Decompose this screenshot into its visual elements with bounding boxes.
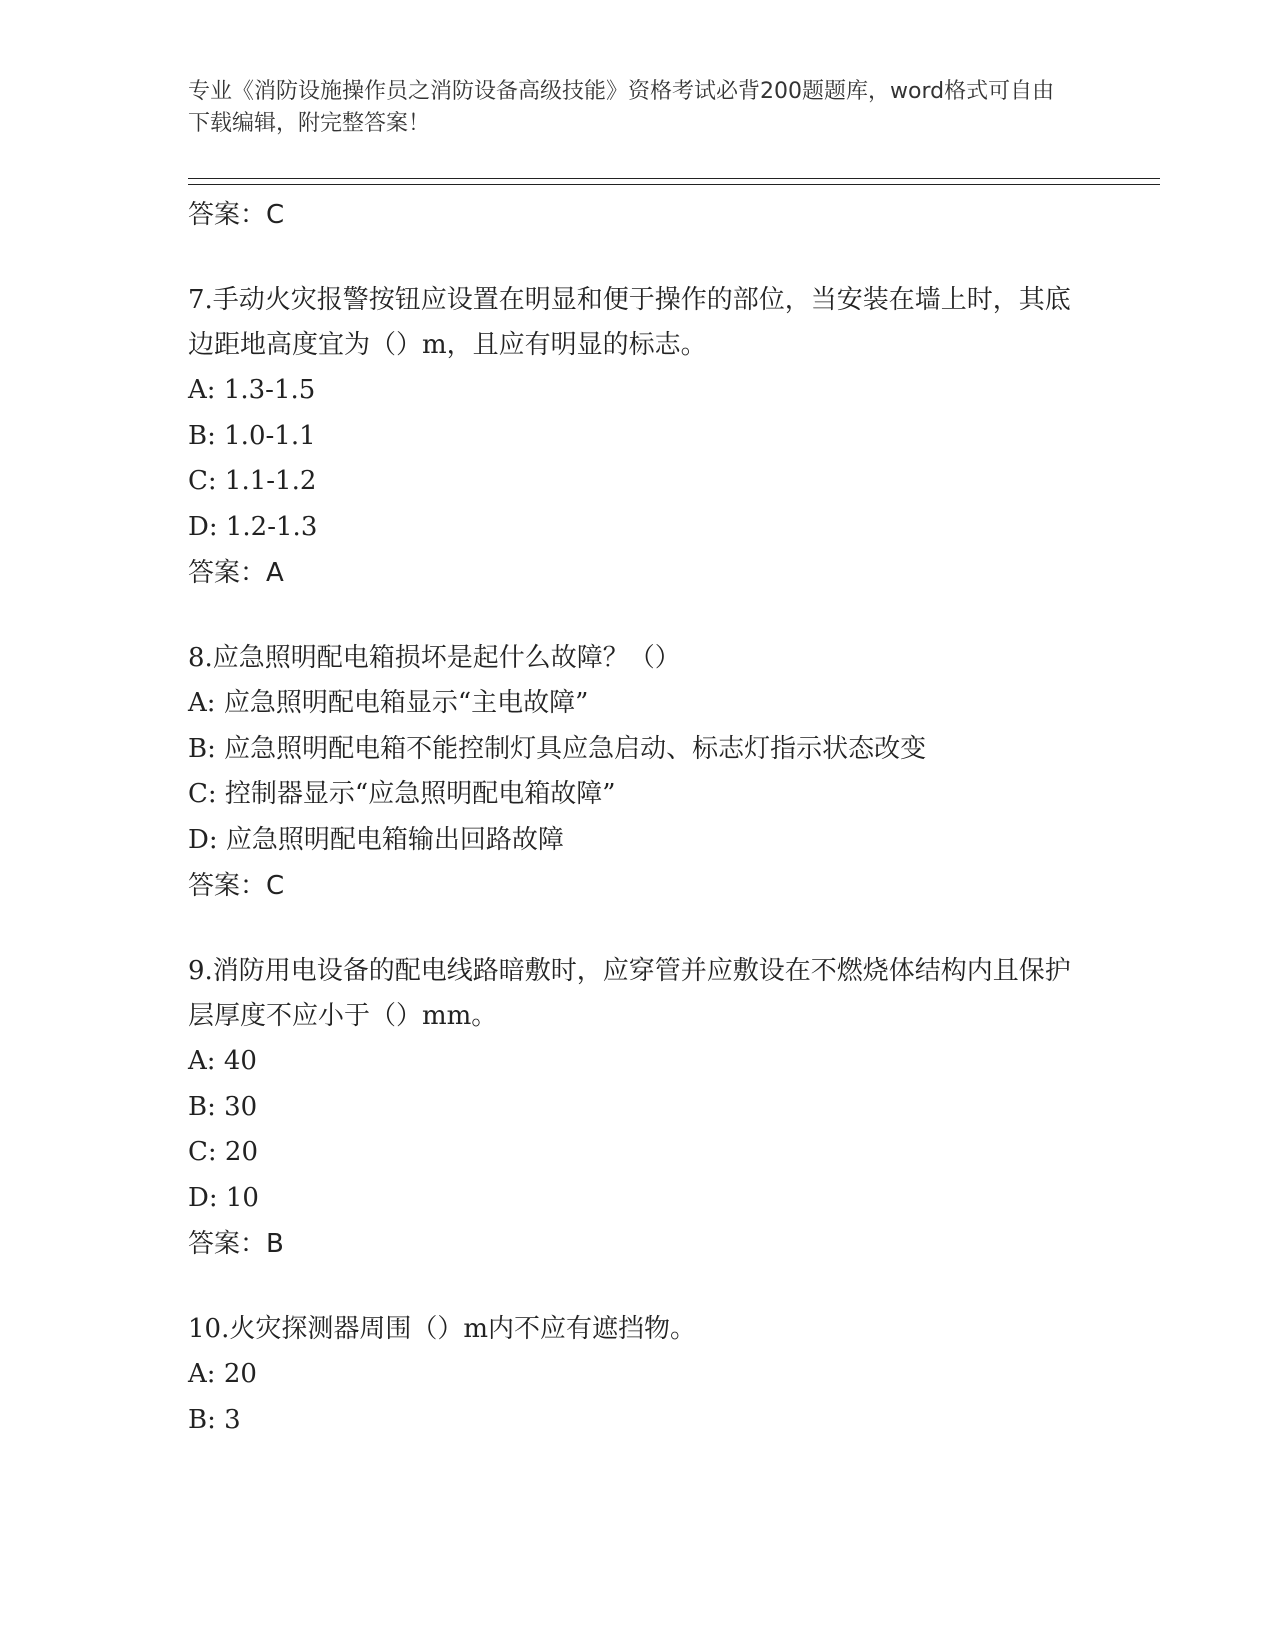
option-label: D: <box>188 511 218 542</box>
option-b <box>188 414 1088 460</box>
question-list <box>188 192 1088 1443</box>
previous-answer: 答案：C <box>188 200 285 230</box>
option-text: 20 <box>223 1359 257 1389</box>
option-label: B: <box>188 420 216 451</box>
option-text: 1.1-1.2 <box>224 466 317 496</box>
option-text: 控制器显示“应急照明配电箱故障” <box>224 779 616 809</box>
option-text: 40 <box>223 1046 257 1076</box>
option-text: 3 <box>224 1404 241 1435</box>
option-text: 20 <box>224 1137 259 1167</box>
option-text: 应急照明配电箱输出回路故障 <box>225 824 564 855</box>
header-rule-bottom <box>188 184 1160 185</box>
option-text: 应急照明配电箱显示“主电故障” <box>223 688 589 718</box>
option-b <box>188 1398 1088 1444</box>
question-stem: 9.消防用电设备的配电线路暗敷时，应穿管并应敷设在不燃烧体结构内且保护层厚度不应小于（）mm。 <box>188 956 1071 1031</box>
option-text: 10 <box>225 1182 259 1213</box>
option-c <box>188 772 1088 818</box>
option-b <box>188 1085 1088 1131</box>
option-a <box>188 1039 1088 1085</box>
option-label: C: <box>188 1137 217 1167</box>
page-header: 专业《消防设施操作员之消防设备高级技能》资格考试必背200题题库，word格式可自由下载编辑，附完整答案！ <box>188 79 1055 136</box>
option-label: A: <box>188 375 216 405</box>
option-d <box>188 505 1088 551</box>
option-label: A: <box>188 1046 216 1076</box>
answer: 答案：C <box>188 871 285 901</box>
answer: 答案：B <box>188 1229 284 1259</box>
option-label: D: <box>188 1182 218 1213</box>
option-label: D: <box>188 824 218 855</box>
option-a <box>188 1352 1088 1398</box>
option-label: B: <box>188 1404 216 1435</box>
option-label: C: <box>188 779 217 809</box>
option-c <box>188 1130 1088 1176</box>
answer: 答案：A <box>188 558 284 588</box>
option-label: A: <box>188 688 216 718</box>
option-text: 应急照明配电箱不能控制灯具应急启动、标志灯指示状态改变 <box>224 733 927 764</box>
question-stem: 10.火灾探测器周围（）m内不应有遮挡物。 <box>188 1314 697 1344</box>
option-label: C: <box>188 466 217 496</box>
option-label: B: <box>188 733 216 764</box>
option-c <box>188 459 1088 505</box>
option-d <box>188 818 1088 864</box>
option-text: 1.0-1.1 <box>224 420 316 451</box>
option-a <box>188 368 1088 414</box>
question-stem: 8.应急照明配电箱损坏是起什么故障？（） <box>188 643 681 673</box>
option-text: 1.2-1.3 <box>225 511 318 542</box>
option-label: B: <box>188 1091 216 1122</box>
option-d <box>188 1176 1088 1222</box>
header-rule-top <box>188 178 1160 179</box>
option-a <box>188 681 1088 727</box>
option-b <box>188 727 1088 773</box>
option-text: 30 <box>224 1091 258 1122</box>
option-label: A: <box>188 1359 216 1389</box>
question-stem: 7.手动火灾报警按钮应设置在明显和便于操作的部位，当安装在墙上时，其底边距地高度宜为（）m，且应有明显的标志。 <box>188 285 1071 360</box>
option-text: 1.3-1.5 <box>223 375 316 405</box>
